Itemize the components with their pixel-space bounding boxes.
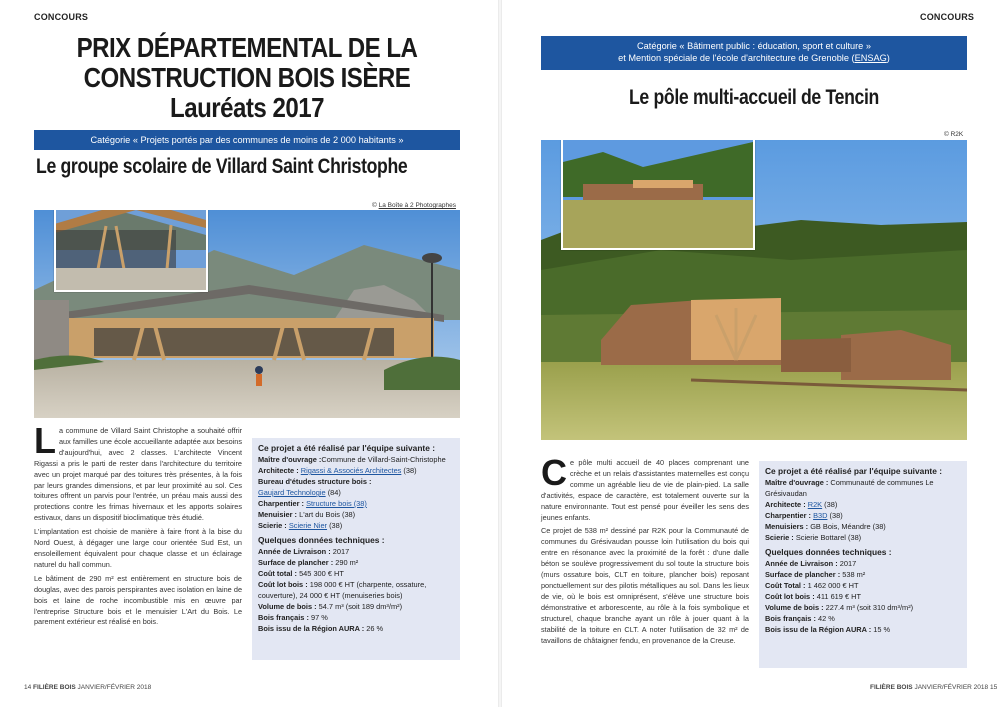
tech-row: Coût total : 545 300 € HT [258,569,344,578]
tech-row: Année de Livraison : 2017 [765,559,857,568]
folio-right [870,684,997,691]
team-row: Menuisier : L'art du Bois (38) [258,510,356,519]
photo-credit-left: © La Boîte à 2 Photographes [372,202,456,209]
team-row: Architecte : Rigassi & Associés Architectes (38) [258,466,417,475]
tech-heading-right: Quelques données techniques : [765,547,892,557]
article-body-left [34,420,242,631]
magazine-name-right: FILIÈRE BOIS [870,684,913,691]
tech-row: Bois français : 42 % [765,614,835,623]
tech-row: Surface de plancher : 538 m² [765,570,866,579]
team-row: Architecte : R2K (38) [765,500,838,509]
section-header-left: CONCOURS [34,12,89,22]
photo-credit-link[interactable]: La Boîte à 2 Photographes [378,202,456,209]
project-title-right: Le pôle multi-accueil de Tencin [628,86,879,109]
title-line-1: PRIX DÉPARTEMENTAL DE LA [76,32,418,63]
tech-row: Coût lot bois : 198 000 € HT (charpente, ossature, couverture), 24 000 € HT (menuiseries bois) [258,580,427,600]
team-row: Menuisiers : GB Bois, Méandre (38) [765,522,886,531]
issue-date-left: JANVIER/FÉVRIER 2018 [77,684,152,691]
carpenter-link[interactable]: Structure bois (38) [306,499,367,508]
school-photo [34,210,460,418]
team-heading-left: Ce projet a été réalisé par l'équipe suivante : [258,443,435,453]
tech-row: Coût lot bois : 411 619 € HT [765,592,861,601]
project-info-box-right [759,461,967,668]
section-header-right: CONCOURS [920,12,975,22]
carpenter-link[interactable]: B3D [813,511,828,520]
team-row: Maître d'ouvrage :Commune de Villard-Saint-Christophe [258,455,446,464]
tech-row: Volume de bois : 54.7 m³ (soit 189 dm³/m²) [258,602,403,611]
ensag-link[interactable]: ENSAG [854,53,887,63]
creche-photo [541,140,967,440]
paragraph-1: Ce pôle multi accueil de 40 places comprenant une crèche et un relais d'assistantes maternelles est conçu comme un agréable lieu de vie de plain-pied. La salle d'activités, espace de caractère, est totalement ouverte sur la nature environnante. Tout est pensé pour éveiller les sens des jeunes enfants. [541,452,749,522]
tech-row: Bois français : 97 % [258,613,328,622]
dropcap-right: C [541,452,567,493]
team-heading-right: Ce projet a été réalisé par l'équipe suivante : [765,466,942,476]
magazine-name-left: FILIÈRE BOIS [33,684,76,691]
paragraph-3: Le bâtiment de 290 m² est entièrement en structure bois de douglas, avec des parois perspirantes avec isolation en laine de bois et laine de roche incombustible mis en œuvre par l'entreprise Structure bois et le menuisier L'Art du Bois. Le parement extérieur est réalisé en bois. [34,573,242,627]
folio-left [24,684,151,691]
tech-heading-left: Quelques données techniques : [258,535,385,545]
team-row: Charpentier : Structure bois (38) [258,499,367,508]
team-row: Gaujard Technologie (84) [258,488,341,497]
paragraph-2: L'implantation est choisie de manière à faire front à la bise du Nord Ouest, à dégager une large cour orientée Sud Est, un ensoleillement équivalent pour chaque classe et un éclairage naturel du hall commun. [34,527,242,569]
article-body-right [541,452,749,649]
paragraph-1: La commune de Villard Saint Christophe a souhaité offrir aux familles une école accueillante adaptée aux besoins d'aujourd'hui, avec 2 classes. L'architecte Vincent Rigassi a pris le parti de rester dans l'architecture du territoire avec un projet marqué par des toitures très présentes, à la fois par leurs grandes dimensions, et par leur proximité au sol. Ces toitures offrent un parvis pour l'entrée, un préau mais aussi des protections contre les frimas hivernaux et les apports solaires estivaux, dans un dispositif bioclimatique très étudié. [34,420,242,523]
project-title-left: Le groupe scolaire de Villard Saint Christophe [36,155,408,178]
architect-link[interactable]: Rigassi & Associés Architectes [300,466,402,475]
page-gutter [498,0,502,707]
team-row: Bureau d'études structure bois : [258,477,372,486]
category-banner-left: Catégorie « Projets portés par des communes de moins de 2 000 habitants » [34,130,460,150]
tech-row: Coût Total : 1 462 000 € HT [765,581,859,590]
page-number-right: 15 [989,684,998,691]
page-title [64,33,430,123]
sawmill-link[interactable]: Scierie Nier [288,521,328,530]
paragraph-2: Ce projet de 538 m² dessiné par R2K pour la Communauté de communes du Grésivaudan pousse loin l'utilisation du bois qui entre en résonance avec la proximité de la forêt : d'une dalle béton se soulève progressivement du sol toute la structure bois (murs ossature bois, CLT en toiture, plancher bois) reposant ponctuellement sur des pilotis métalliques au sol. Dans les lieux de vie, où le bois est omniprésent, s'élève une structure bois démonstrative et arborescente, au rôle à la fois symbolique et structurel, chaque branche ayant un rôle à jouer quant à la stabilité de la toiture en CLT. A noter l'utilisation de 32 m² de tavaillons de châtaigner fendu, en provenance de la Creuse. [541,526,749,645]
tech-row: Volume de bois : 227.4 m³ (soit 310 dm³/m²) [765,603,914,612]
architect-link[interactable]: R2K [807,500,823,509]
tech-row: Bois issu de la Région AURA : 15 % [765,625,891,634]
team-row: Scierie : Scierie Nier (38) [258,521,343,530]
page-number-left: 14 [24,684,32,691]
dropcap-left: L [34,420,56,461]
tech-row: Année de Livraison : 2017 [258,547,350,556]
category-banner-right: Catégorie « Bâtiment public : éducation, sport et culture » et Mention spéciale de l'école d'architecture de Grenoble (ENSAG) [541,36,967,70]
title-line-2: CONSTRUCTION BOIS ISÈRE [83,62,411,93]
team-row: Maître d'ouvrage : Communauté de communes Le Grésivaudan [765,478,934,498]
team-row: Charpentier : B3D (38) [765,511,843,520]
photo-credit-right: © R2K [944,131,964,138]
project-info-box-left [252,438,460,660]
school-inset-photo [54,210,208,292]
tech-row: Bois issu de la Région AURA : 26 % [258,624,384,633]
team-row: Scierie : Scierie Bottarel (38) [765,533,862,542]
tech-row: Surface de plancher : 290 m² [258,558,359,567]
creche-inset-photo [561,140,755,250]
engineering-link[interactable]: Gaujard Technologie [258,488,326,497]
title-line-3: Lauréats 2017 [170,92,324,123]
issue-date-right: JANVIER/FÉVRIER 2018 [914,684,989,691]
